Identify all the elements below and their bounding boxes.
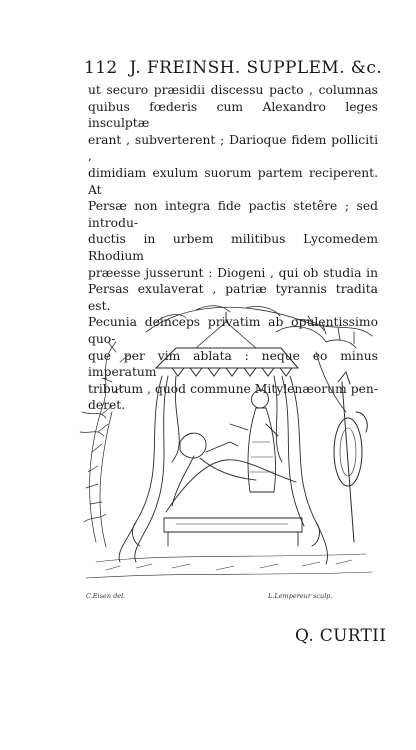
running-head bbox=[84, 58, 384, 78]
plate-credit-draughtsman: C.Eisen del. bbox=[86, 592, 126, 600]
text-line: dimidiam exulum suorum partem reciperent. At bbox=[88, 165, 378, 197]
tree-canopy bbox=[146, 306, 372, 412]
text-line: que per vim ablata : neque eo minus imperatum bbox=[88, 348, 378, 380]
reclining-figure bbox=[164, 433, 302, 546]
text-line: erant , subverterent ; Darioque fidem polliciti , bbox=[88, 132, 378, 164]
text-line: Persæ non integra fide pactis stetêre ; sed introdu- bbox=[88, 199, 378, 230]
bed-curtains bbox=[119, 376, 327, 564]
engraving-plate bbox=[76, 292, 378, 588]
ground bbox=[86, 554, 372, 578]
foliage-left bbox=[80, 342, 130, 547]
text-line: ductis in urbem militibus Lycomedem Rhodium bbox=[88, 232, 378, 263]
text-line: præesse jusserunt : Diogeni , qui ob studia in bbox=[88, 265, 378, 280]
engraving-illustration bbox=[76, 292, 378, 588]
text-line: ut securo præsidii discessu pacto , columnas bbox=[88, 83, 378, 97]
text-line: quibus fœderis cum Alexandro leges insculptæ bbox=[88, 99, 378, 131]
text-line: Pecunia deinceps privatim ab opulentissimo quo- bbox=[88, 315, 378, 346]
running-title: J. FREINSH. SUPPLEM. &c. bbox=[129, 58, 383, 78]
text-line: tributum , quod commune Mitylenæorum pen- bbox=[88, 381, 378, 396]
text-line: deret. bbox=[88, 398, 126, 413]
bed-canopy bbox=[156, 312, 298, 376]
page-number: 112 bbox=[84, 58, 118, 78]
catchword: Q. CURTII bbox=[295, 626, 387, 646]
shield-and-arms bbox=[334, 372, 367, 542]
text-line: Persas exulaverat , patriæ tyrannis tradita est. bbox=[88, 282, 378, 313]
plate-credit-engraver: L.Lempereur sculp. bbox=[268, 592, 333, 600]
